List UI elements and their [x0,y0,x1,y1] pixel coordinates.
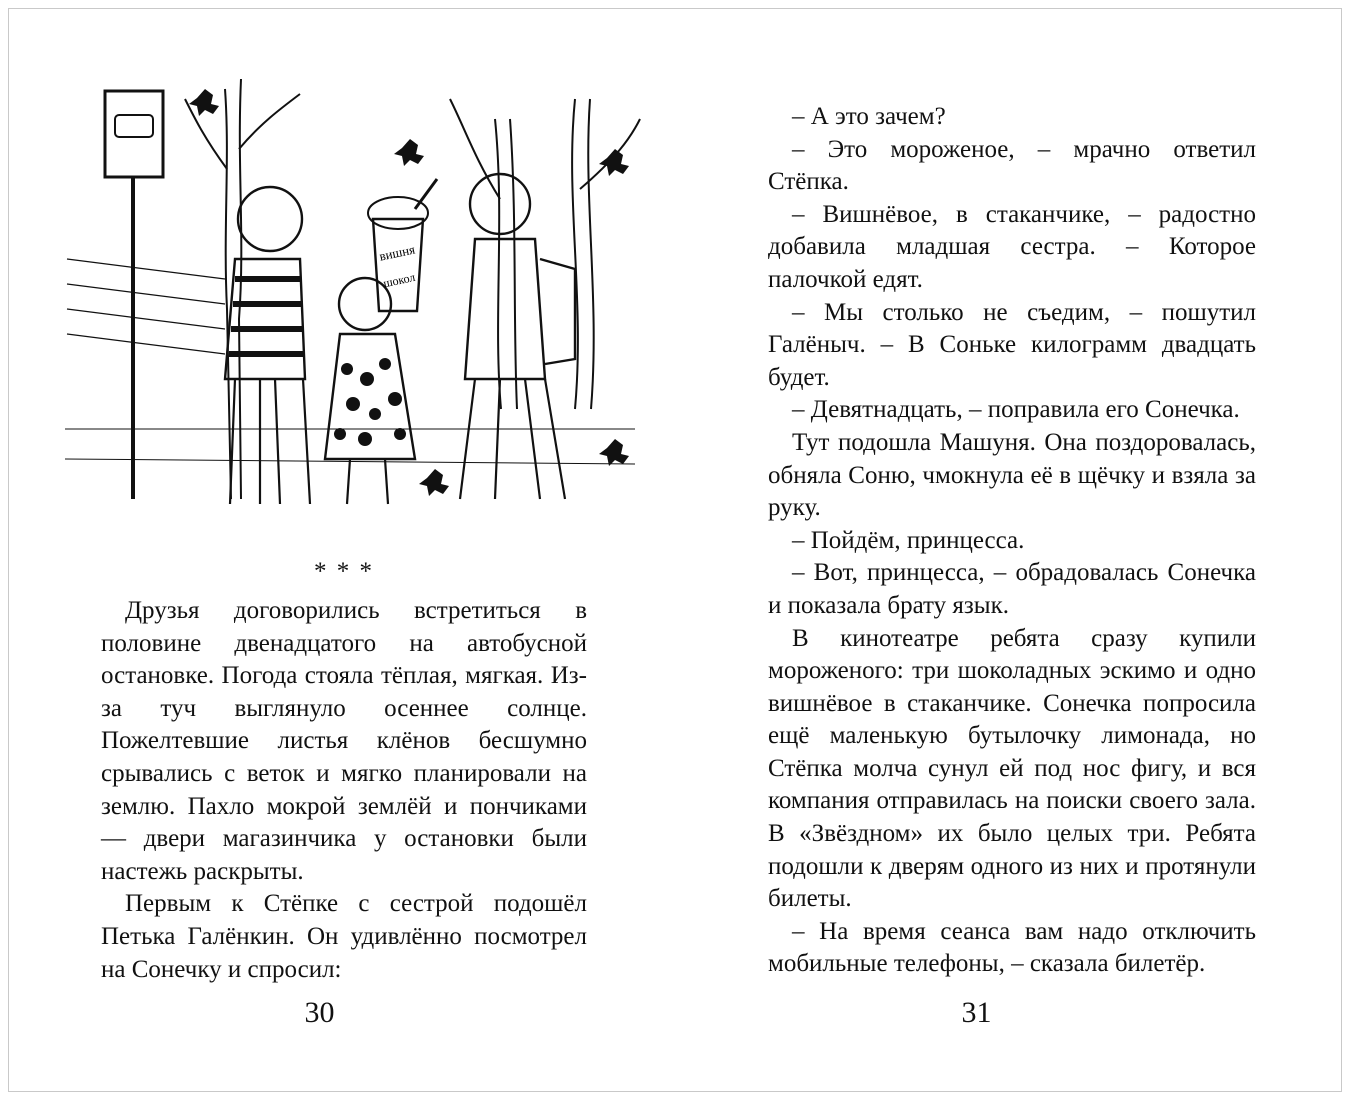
right-page [676,9,1343,1091]
page-number: 30 [304,996,335,1029]
ice-cream-label-1: вишня [377,241,417,264]
paragraph: – На время сеанса вам надо отключить мобильные телефоны, – сказала билетёр. [768,917,1256,978]
paragraph: – Это мороженое, – мрачно ответил Стёпка. [768,135,1256,196]
paragraph: Первым к Стёпке с сестрой подошёл Петька Галёнкин. Он удивлённо посмотрел на Сонечку и спросил: [101,890,587,983]
paragraph: – Пойдём, принцесса. [792,526,1025,554]
paragraph: Тут подошла Машуня. Она поздоровалась, обняла Соню, чмокнула её в щёчку и взяла за руку. [768,428,1256,522]
right-page-text [768,101,1256,981]
ice-cream-label-2: шокол [381,269,417,291]
paragraph: – Девятнадцать, – поправила его Сонечка. [792,396,1240,424]
page-number: 31 [961,996,992,1029]
paragraph: – Вишнёвое, в стаканчике, – радостно добавила младшая сестра. – Которое палочкой едят. [768,200,1256,293]
book-spread [8,8,1342,1092]
paragraph: – Мы столько не съедим, – пошутил Галёныч. – В Соньке килограмм двадцать будет. [768,298,1256,391]
paragraph: – Вот, принцесса, – обрадовалась Сонечка и показала брату язык. [768,559,1256,619]
paragraph: В кинотеатре ребята сразу купили мороженого: три шоколадных эскимо и одно вишнёвое в стаканчике. Сонечка попросила ещё маленькую бутылочку лимонада, но Стёпка молча сунул ей под нос фигу, и вся компания отправилась на поиски своего зала. В «Звёздном» их было целых три. Ребята подошли к дверям одного из них и протянули билеты. [768,624,1256,913]
paragraph: – А это зачем? [792,103,946,130]
section-break: * * * [314,558,374,585]
left-page-text [101,595,587,986]
left-page [9,9,676,1091]
illustration [55,79,645,519]
paragraph: Друзья договорились встретиться в половине двенадцатого на автобусной остановке. Погода стояла тёплая, мягкая. Из-за туч выглянуло осеннее солнце. Пожелтевшие листья клёнов бесшумно срывались с веток и мягко планировали на землю. Пахло мокрой землёй и пончиками — двери магазинчика у остановки были настежь раскрыты. [101,597,587,885]
